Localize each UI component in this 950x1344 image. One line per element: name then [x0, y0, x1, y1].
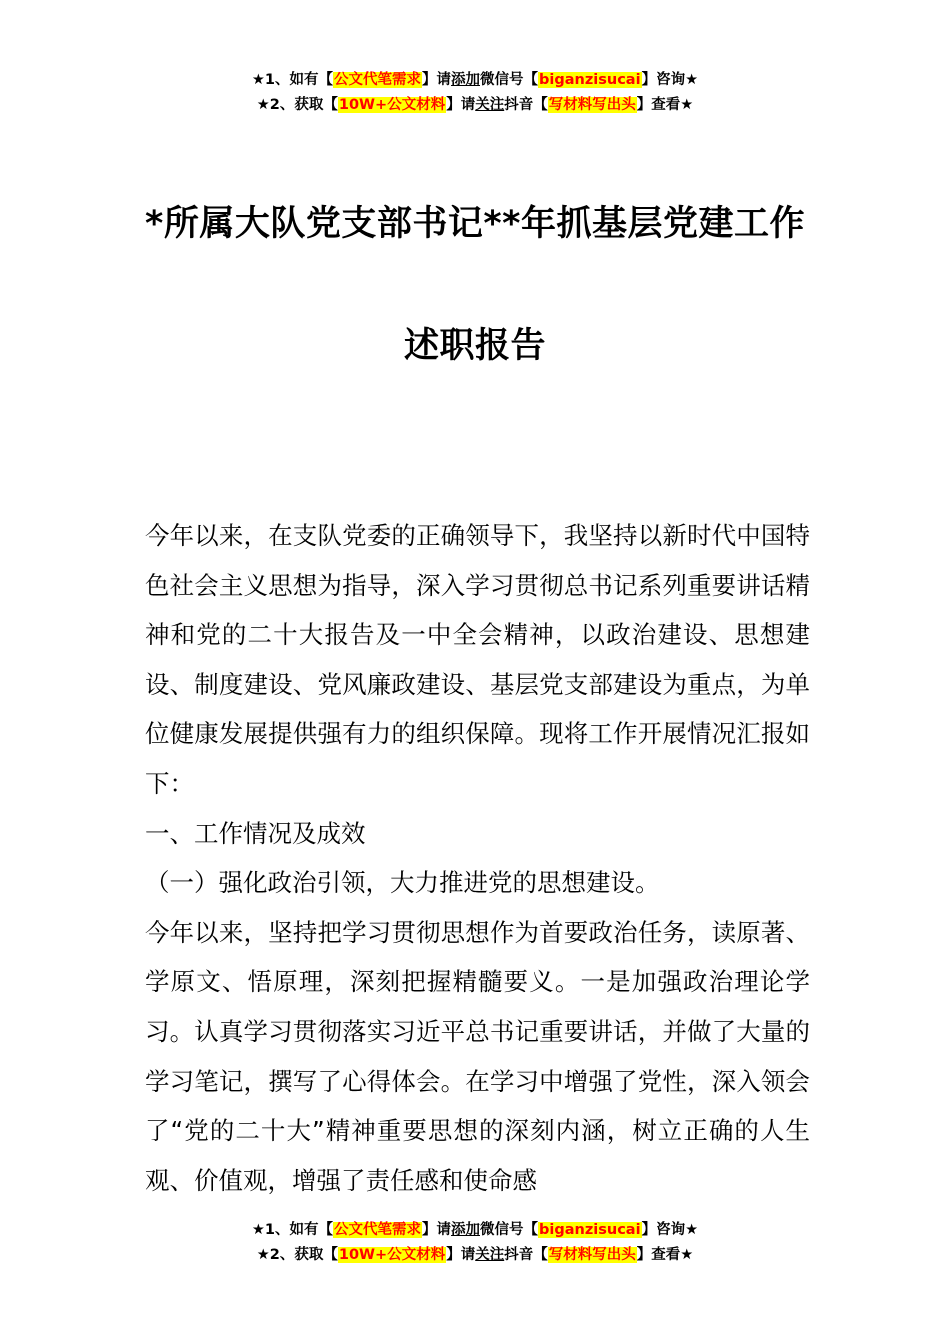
banner-highlight: 写材料写出头	[548, 1247, 636, 1263]
banner-text: 微信号【	[480, 1222, 539, 1238]
banner-line-1	[0, 1218, 950, 1243]
document-title-line-1: *所属大队党支部书记**年抓基层党建工作	[145, 204, 805, 244]
intro-paragraph: 今年以来，在支队党委的正确领导下，我坚持以新时代中国特色社会主义思想为指导，深入学习贯彻总书记系列重要讲话精神和党的二十大报告及一中全会精神，以政治建设、思想建设、制度建设、党风廉政建设、基层党支部建设为重点，为单位健康发展提供强有力的组织保障。现将工作开展情况汇报如下：	[145, 521, 810, 798]
banner-text: 】请	[422, 72, 452, 88]
banner-text: 抖音【	[504, 97, 548, 113]
section-heading: 一、工作情况及成效	[145, 818, 366, 848]
banner-highlight: 公文代笔需求	[334, 1222, 422, 1238]
footer-banner	[0, 1218, 950, 1268]
body-paragraph: 今年以来，坚持把学习贯彻思想作为首要政治任务，读原著、学原文、悟原理，深刻把握精髓要义。一是加强政治理论学习。认真学习贯彻落实习近平总书记重要讲话，并做了大量的学习笔记，撰写了心得体会。在学习中增强了党性，深入领会了“党的二十大”精神重要思想的深刻内涵，树立正确的人生观、价值观，增强了责任感和使命感	[145, 917, 810, 1195]
banner-line-2	[0, 93, 950, 118]
banner-text: 微信号【	[480, 72, 539, 88]
banner-text: 】咨询★	[641, 1222, 699, 1238]
document-body	[145, 511, 810, 1205]
banner-highlight: 10W+公文材料	[338, 1247, 446, 1263]
header-banner	[0, 68, 950, 118]
banner-text: 】请	[446, 1247, 476, 1263]
banner-highlight: biganzisucai	[539, 1222, 641, 1238]
banner-underlined-text: 关注	[475, 97, 505, 113]
banner-text: ★2、获取【	[256, 97, 338, 113]
document-title-line-2: 述职报告	[403, 326, 546, 366]
banner-text: 】查看★	[636, 97, 694, 113]
banner-underlined-text: 添加	[451, 72, 481, 88]
banner-highlight: 10W+公文材料	[338, 97, 446, 113]
banner-underlined-text: 添加	[451, 1222, 481, 1238]
banner-text: 】查看★	[636, 1247, 694, 1263]
banner-text: 】请	[422, 1222, 452, 1238]
banner-text: 抖音【	[504, 1247, 548, 1263]
banner-text: 】咨询★	[641, 72, 699, 88]
banner-highlight: 公文代笔需求	[334, 72, 422, 88]
banner-highlight: 写材料写出头	[548, 97, 636, 113]
banner-text: ★1、如有【	[251, 1222, 334, 1238]
banner-line-2	[0, 1243, 950, 1268]
banner-underlined-text: 关注	[475, 1247, 505, 1263]
banner-line-1	[0, 68, 950, 93]
banner-text: 】请	[446, 97, 476, 113]
banner-highlight: biganzisucai	[539, 72, 641, 88]
banner-text: ★1、如有【	[251, 72, 334, 88]
banner-text: ★2、获取【	[256, 1247, 338, 1263]
subsection-heading: （一）强化政治引领，大力推进党的思想建设。	[145, 868, 660, 898]
